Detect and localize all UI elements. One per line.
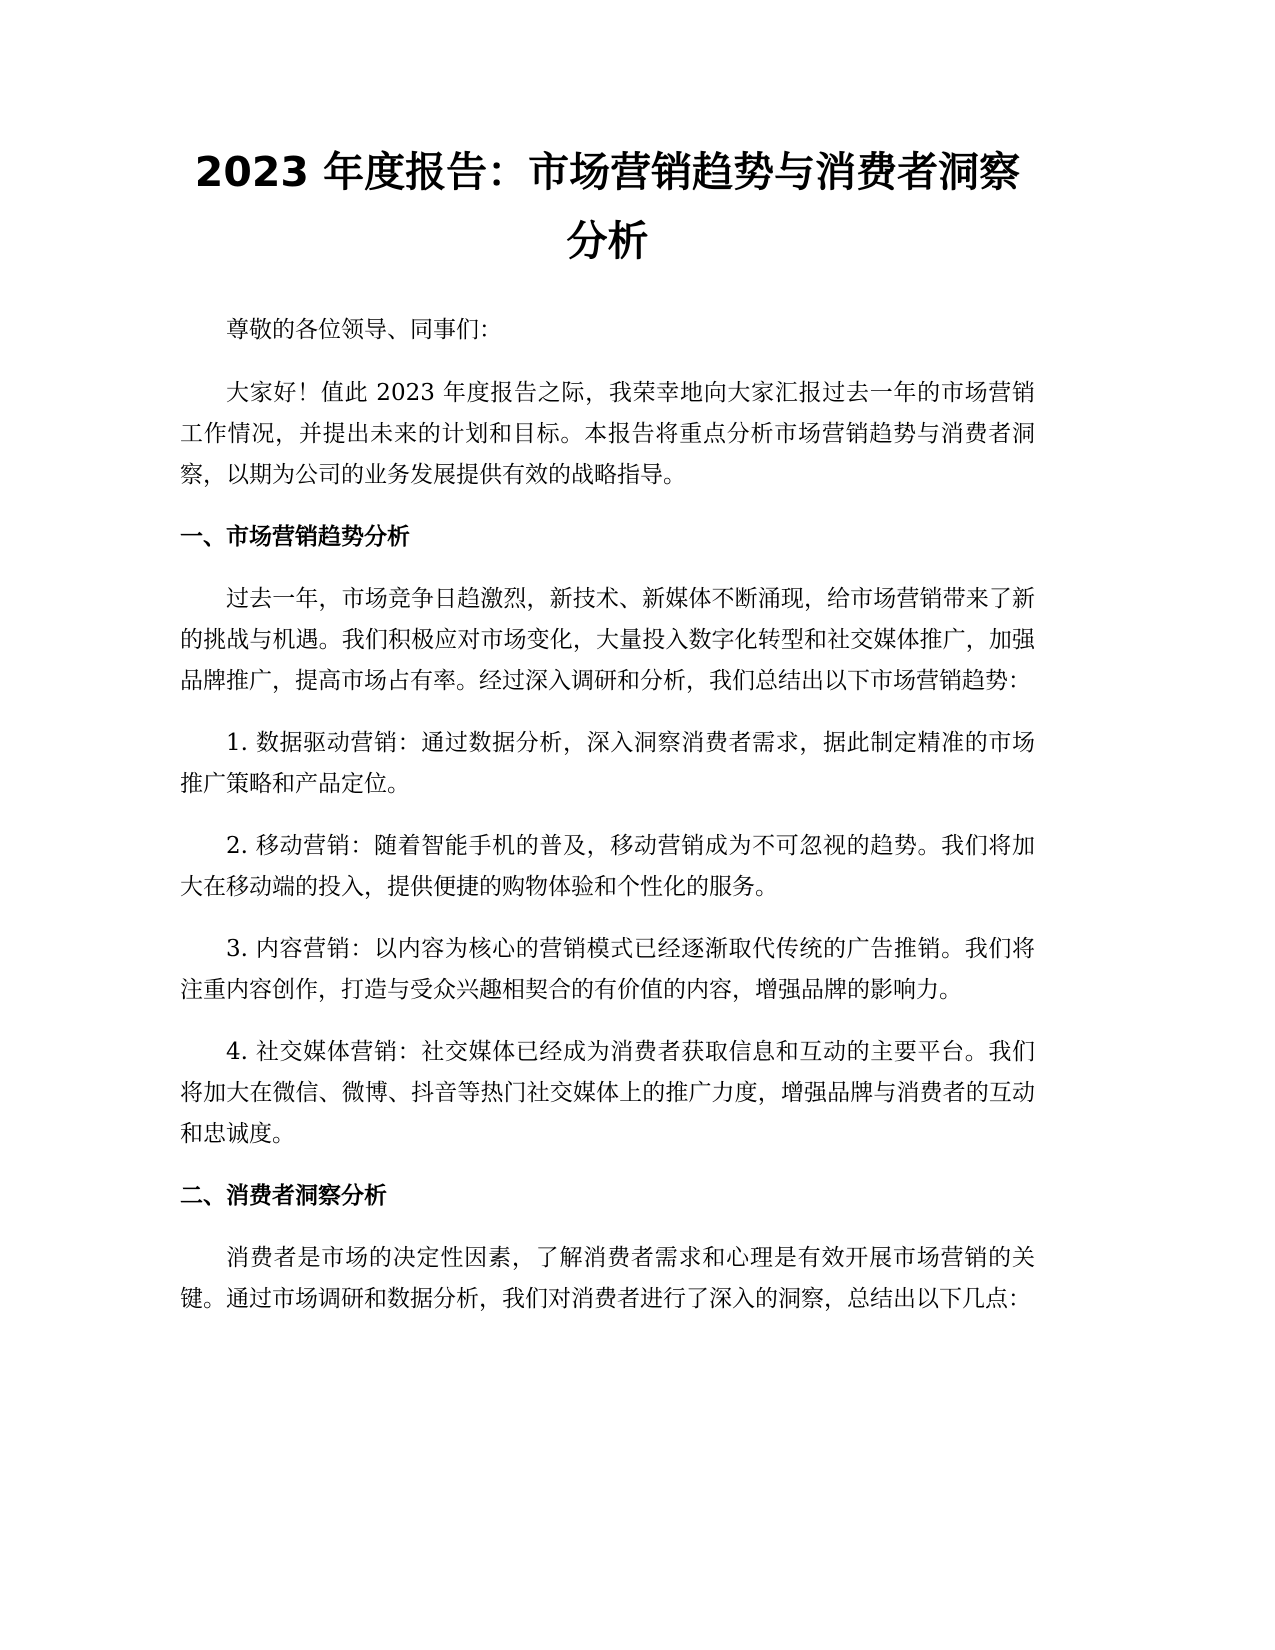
section-heading-marketing-trends: 一、市场营销趋势分析: [180, 524, 410, 550]
list-item-content: 3. 内容营销：以内容为核心的营销模式已经逐渐取代传统的广告推销。我们将注重内容创作，打造与受众兴趣相契合的有价值的内容，增强品牌的影响力。: [180, 936, 1035, 1003]
list-item-mobile: 2. 移动营销：随着智能手机的普及，移动营销成为不可忽视的趋势。我们将加大在移动端的投入，提供便捷的购物体验和个性化的服务。: [180, 833, 1035, 900]
consumer-insights-paragraph: 消费者是市场的决定性因素，了解消费者需求和心理是有效开展市场营销的关键。通过市场调研和数据分析，我们对消费者进行了深入的洞察，总结出以下几点：: [180, 1245, 1035, 1312]
document-page: [180, 138, 1035, 1341]
list-item-social-media: 4. 社交媒体营销：社交媒体已经成为消费者获取信息和互动的主要平台。我们将加大在微信、微博、抖音等热门社交媒体上的推广力度，增强品牌与消费者的互动和忠诚度。: [180, 1039, 1035, 1147]
section-heading-consumer-insights: 二、消费者洞察分析: [180, 1183, 387, 1209]
salutation: 尊敬的各位领导、同事们：: [226, 317, 502, 343]
marketing-trends-paragraph: 过去一年，市场竞争日趋激烈，新技术、新媒体不断涌现，给市场营销带来了新的挑战与机遇。我们积极应对市场变化，大量投入数字化转型和社交媒体推广，加强品牌推广，提高市场占有率。经过深入调研和分析，我们总结出以下市场营销趋势：: [180, 586, 1035, 694]
document-title: 2023 年度报告：市场营销趋势与消费者洞察分析: [194, 148, 1021, 265]
intro-paragraph: 大家好！值此 2023 年度报告之际，我荣幸地向大家汇报过去一年的市场营销工作情况，并提出未来的计划和目标。本报告将重点分析市场营销趋势与消费者洞察，以期为公司的业务发展提供有效的战略指导。: [180, 380, 1035, 488]
list-item-data-driven: 1. 数据驱动营销：通过数据分析，深入洞察消费者需求，据此制定精准的市场推广策略和产品定位。: [180, 730, 1035, 797]
